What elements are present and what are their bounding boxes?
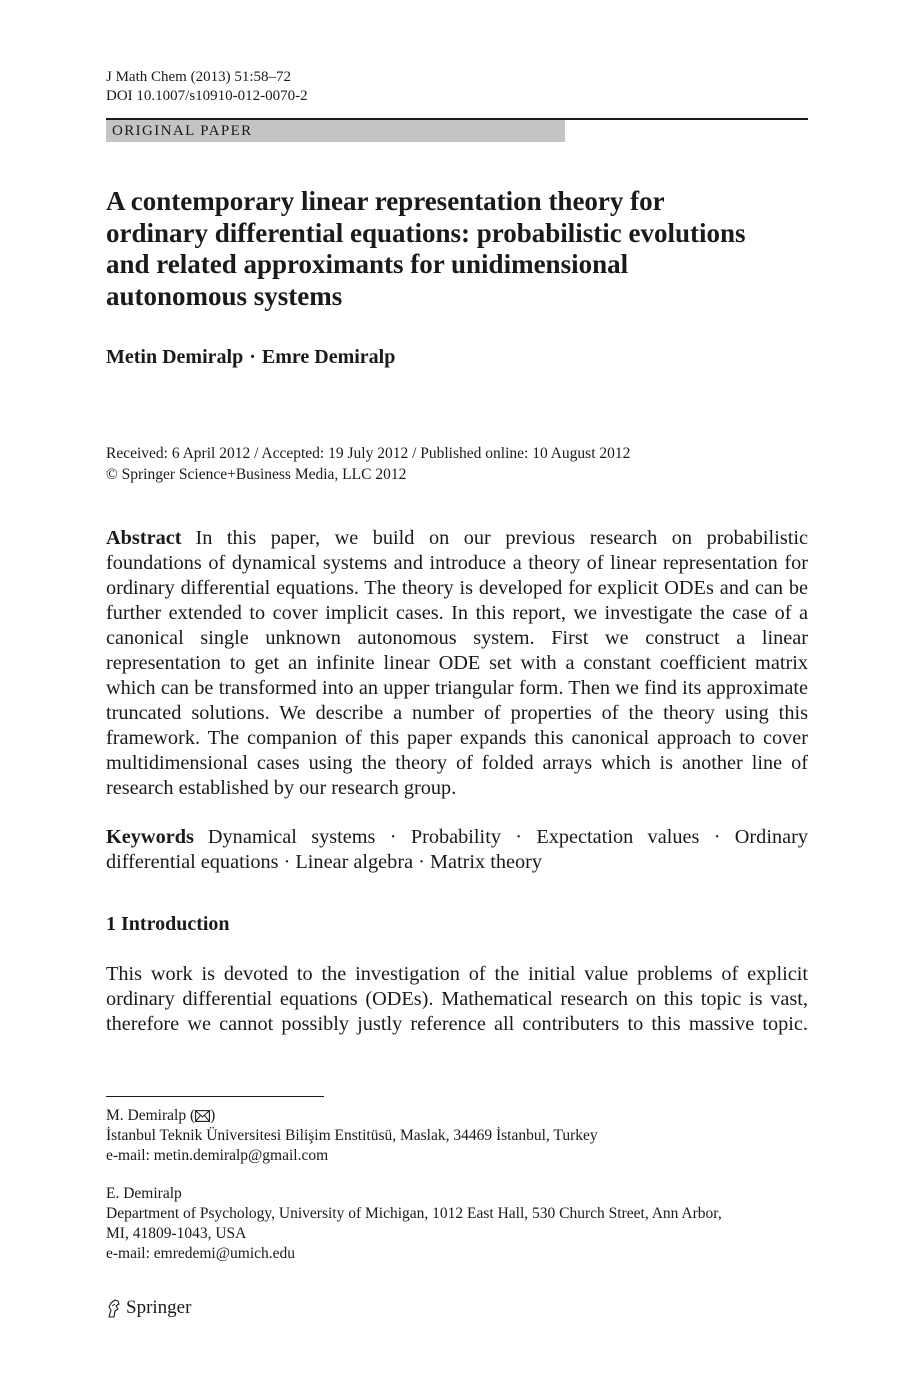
journal-header: [106, 68, 308, 106]
author-footnotes: [106, 1106, 808, 1282]
keywords-text: Dynamical systems · Probability · Expectation values · Ordinary differential equations · Linear algebra · Matrix theory: [106, 826, 808, 873]
author-separator: ·: [249, 346, 256, 368]
keywords: [106, 825, 808, 875]
footnote-author-1: [106, 1106, 808, 1166]
footnote-affiliation: MI, 41809-1043, USA: [106, 1225, 247, 1242]
author-name[interactable]: Emre Demiralp: [261, 346, 396, 368]
title-line: A contemporary linear representation theory for: [106, 186, 665, 216]
section-heading: 1 Introduction: [106, 913, 230, 935]
footnote-affiliation: İstanbul Teknik Üniversitesi Bilişim Enstitüsü, Maslak, 34469 İstanbul, Turkey: [106, 1127, 598, 1144]
abstract-label: Abstract: [106, 527, 182, 549]
copyright-notice: © Springer Science+Business Media, LLC 2012: [106, 466, 407, 483]
abstract: [106, 526, 808, 801]
title-line: ordinary differential equations: probabilistic evolutions: [106, 217, 746, 248]
keywords-label: Keywords: [106, 826, 194, 848]
footnote-author-name: M. Demiralp (: [106, 1107, 196, 1124]
publication-history: [106, 443, 630, 485]
footnote-affiliation: Department of Psychology, University of Michigan, 1012 East Hall, 530 Church Street, Ann Arbor,: [106, 1205, 722, 1222]
springer-horse-icon: [106, 1298, 122, 1318]
introduction-text: This work is devoted to the investigation of the initial value problems of explicit ordinary differential equations (ODEs). Mathematical research on this topic is vast, therefore we cannot possibly justly reference all contributers to this massive topic.: [106, 963, 808, 1035]
abstract-text: In this paper, we build on our previous research on probabilistic foundations of dynamical systems and introduce a theory of linear representation for ordinary differential equations. The theory is developed for explicit ODEs and can be further extended to cover implicit cases. In this report, we investigate the case of a canonical single unknown autonomous system. First we construct a linear representation to get an infinite linear ODE set with a constant coefficient matrix which can be transformed into an upper triangular form. Then we find its approximate truncated solutions. We describe a number of properties of the theory using this framework. The companion of this paper expands this canonical approach to cover multidimensional cases using the theory of folded arrays which is another line of research established by our research group.: [106, 527, 808, 799]
footnote-paren: ): [210, 1107, 216, 1124]
publisher-name: Springer: [126, 1297, 192, 1318]
title-line: autonomous systems: [106, 280, 343, 311]
footnote-author-2: [106, 1184, 808, 1264]
footnote-rule: [106, 1096, 324, 1097]
author-name[interactable]: Metin Demiralp: [106, 346, 244, 368]
article-type-banner: ORIGINAL PAPER: [106, 120, 565, 142]
journal-doi: DOI 10.1007/s10910-012-0070-2: [106, 88, 308, 104]
title-line: and related approximants for unidimensional: [106, 249, 629, 279]
journal-citation: J Math Chem (2013) 51:58–72: [106, 69, 291, 85]
footnote-author-name: E. Demiralp: [106, 1185, 182, 1202]
history-dates: Received: 6 April 2012 / Accepted: 19 July 2012 / Published online: 10 August 2012: [106, 445, 631, 462]
paper-title: [106, 186, 808, 312]
footnote-email[interactable]: e-mail: metin.demiralp@gmail.com: [106, 1147, 329, 1164]
introduction-paragraph: [106, 962, 808, 1037]
author-list: [106, 346, 395, 369]
footnote-email[interactable]: e-mail: emredemi@umich.edu: [106, 1245, 296, 1262]
publisher-logo: [106, 1297, 191, 1319]
mail-icon[interactable]: [195, 1110, 210, 1122]
